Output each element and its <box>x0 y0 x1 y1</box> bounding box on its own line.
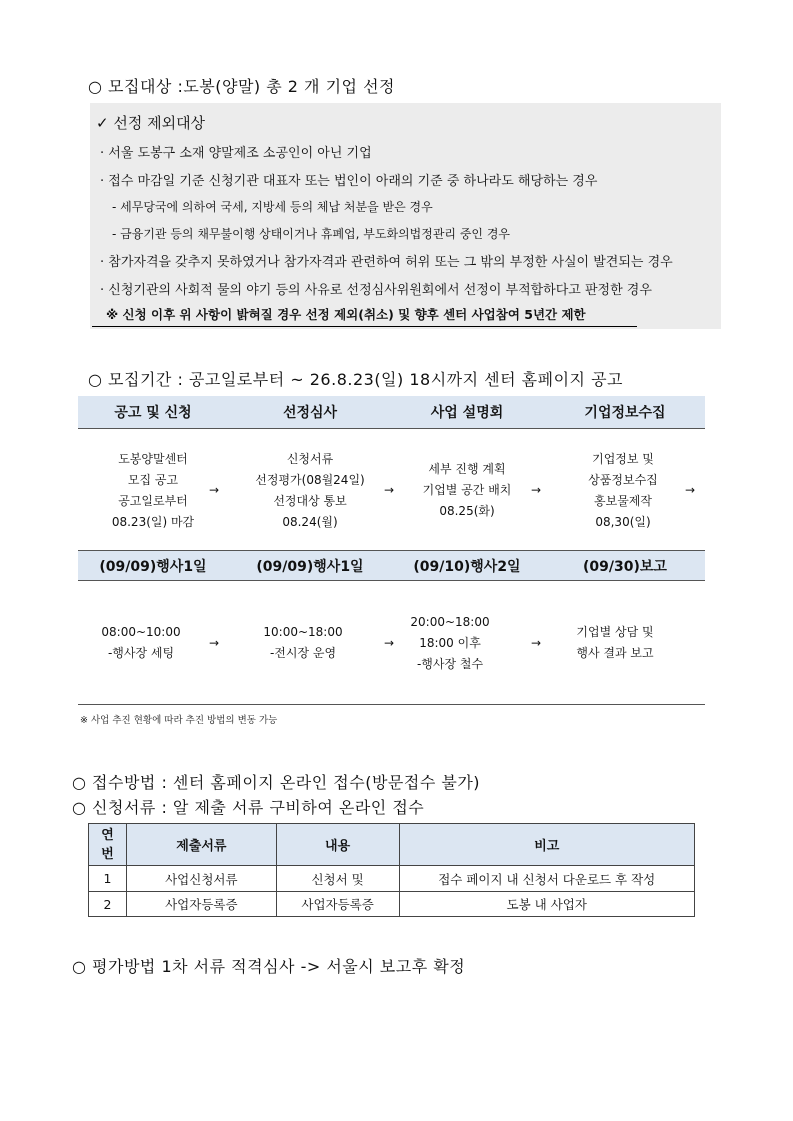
table-cell: 신청서 및 <box>276 866 399 892</box>
cell-line: 08:00~10:00 <box>101 625 181 639</box>
cell-line: -전시장 운영 <box>269 646 337 660</box>
cell-line: 10:00~18:00 <box>263 625 343 639</box>
cell-line: 08.24(월) <box>282 515 338 529</box>
process-step-cell <box>78 449 228 533</box>
table-header: 내용 <box>276 824 399 866</box>
cell-line: 신청서류 <box>286 452 334 466</box>
cell-line: -행사장 철수 <box>416 657 484 671</box>
process-step-cell <box>392 459 542 522</box>
cell-line: 선정대상 통보 <box>273 494 347 508</box>
cell-line: 20:00~18:00 <box>410 615 490 629</box>
arrow-icon: → <box>531 483 542 497</box>
cell-line: 08.23(일) 마감 <box>111 515 195 529</box>
arrow-icon: → <box>685 483 696 497</box>
arrow-icon: → <box>531 636 542 650</box>
cell-line: 홍보물제작 <box>594 494 652 508</box>
table-header-row <box>89 824 695 866</box>
cell-line: 18:00 이후 <box>419 636 481 650</box>
table-cell: 사업신청서류 <box>126 866 276 892</box>
submission-method-heading: ○ 접수방법 : 센터 홈페이지 온라인 접수(방문접수 불가) <box>72 773 481 792</box>
cell-line: -행사장 세팅 <box>107 646 175 660</box>
arrow-icon: → <box>209 636 220 650</box>
table-cell: 도봉 내 사업자 <box>399 892 695 917</box>
table-cell: 1 <box>89 866 127 892</box>
table-header: 제출서류 <box>126 824 276 866</box>
table-row <box>89 866 695 892</box>
divider <box>78 580 705 581</box>
exclusion-subitem: - 세무당국에 의하여 국세, 지방세 등의 체납 처분을 받은 경우 <box>112 200 433 214</box>
recruit-target-heading: ○ 모집대상 :도봉(양말) 총 2 개 기업 선정 <box>88 77 396 96</box>
cell-line: 08,30(일) <box>595 515 651 529</box>
exclusion-note: ※ 신청 이후 위 사항이 밝혀질 경우 선정 제외(취소) 및 향후 센터 사업참여 5년간 제한 <box>92 305 637 327</box>
arrow-icon: → <box>384 483 395 497</box>
exclusion-item: · 서울 도봉구 소재 양말제조 소공인이 아닌 기업 <box>100 146 372 161</box>
process-step-cell <box>66 622 216 664</box>
cell-line: 선정평가(08월24일) <box>255 473 365 487</box>
table-header: 비고 <box>399 824 695 866</box>
table-cell: 사업자등록증 <box>126 892 276 917</box>
footnote: ※ 사업 추진 현황에 따라 추진 방법의 변동 가능 <box>80 715 278 726</box>
arrow-icon: → <box>384 636 395 650</box>
process-step-cell <box>375 612 525 675</box>
process-header: 사업 설명회 <box>430 405 504 421</box>
documents-table <box>88 823 695 917</box>
divider <box>78 704 705 705</box>
cell-line: 행사 결과 보고 <box>576 646 654 660</box>
arrow-icon: → <box>209 483 220 497</box>
cell-line: 08.25(화) <box>439 504 495 518</box>
process-step-cell <box>228 622 378 664</box>
evaluation-heading: ○ 평가방법 1차 서류 적격심사 -> 서울시 보고후 확정 <box>72 957 466 976</box>
cell-line: 기업별 상담 및 <box>576 625 654 639</box>
exclusion-item: · 접수 마감일 기준 신청기관 대표자 또는 법인이 아래의 기준 중 하나라도 해당하는 경우 <box>100 174 598 189</box>
cell-line: 도봉양말센터 <box>118 452 188 466</box>
cell-line: 세부 진행 계획 <box>428 462 506 476</box>
process-header: (09/09)행사1일 <box>99 558 207 575</box>
exclusion-title: ✓ 선정 제외대상 <box>96 114 206 132</box>
cell-line: 모집 공고 <box>127 473 179 487</box>
exclusion-subitem: - 금융기관 등의 채무불이행 상태이거나 휴폐업, 부도화의법정관리 중인 경우 <box>112 227 511 241</box>
exclusion-item: · 신청기관의 사회적 물의 야기 등의 사유로 선정심사위원회에서 선정이 부적합하다고 판정한 경우 <box>100 283 652 298</box>
table-cell: 접수 페이지 내 신청서 다운로드 후 작성 <box>399 866 695 892</box>
exclusion-item: · 참가자격을 갖추지 못하였거나 참가자격과 관련하여 허위 또는 그 밖의 부정한 사실이 발견되는 경우 <box>100 255 673 270</box>
table-header: 연 번 <box>89 824 127 866</box>
process-header: 기업정보수집 <box>584 405 666 421</box>
process-header: (09/09)행사1일 <box>256 558 364 575</box>
cell-line: 기업별 공간 배치 <box>422 483 512 497</box>
process-step-cell <box>548 449 698 533</box>
process-step-cell <box>540 622 690 664</box>
cell-line: 상품정보수집 <box>588 473 658 487</box>
process-header-row-1 <box>78 396 705 428</box>
process-header-row-2 <box>78 551 705 580</box>
process-header: 공고 및 신청 <box>114 405 192 421</box>
documents-heading: ○ 신청서류 : 알 제출 서류 구비하여 온라인 접수 <box>72 798 425 817</box>
table-cell: 사업자등록증 <box>276 892 399 917</box>
process-header: (09/10)행사2일 <box>413 558 521 575</box>
process-header: 선정심사 <box>282 405 338 421</box>
cell-line: 기업정보 및 <box>592 452 654 466</box>
recruit-period-heading: ○ 모집기간 : 공고일로부터 ~ 26.8.23(일) 18시까지 센터 홈페이지 공고 <box>88 370 623 389</box>
process-step-cell <box>235 449 385 533</box>
process-header: (09/30)보고 <box>583 558 667 575</box>
cell-line: 공고일로부터 <box>118 494 188 508</box>
table-row <box>89 892 695 917</box>
divider <box>78 428 705 429</box>
table-cell: 2 <box>89 892 127 917</box>
